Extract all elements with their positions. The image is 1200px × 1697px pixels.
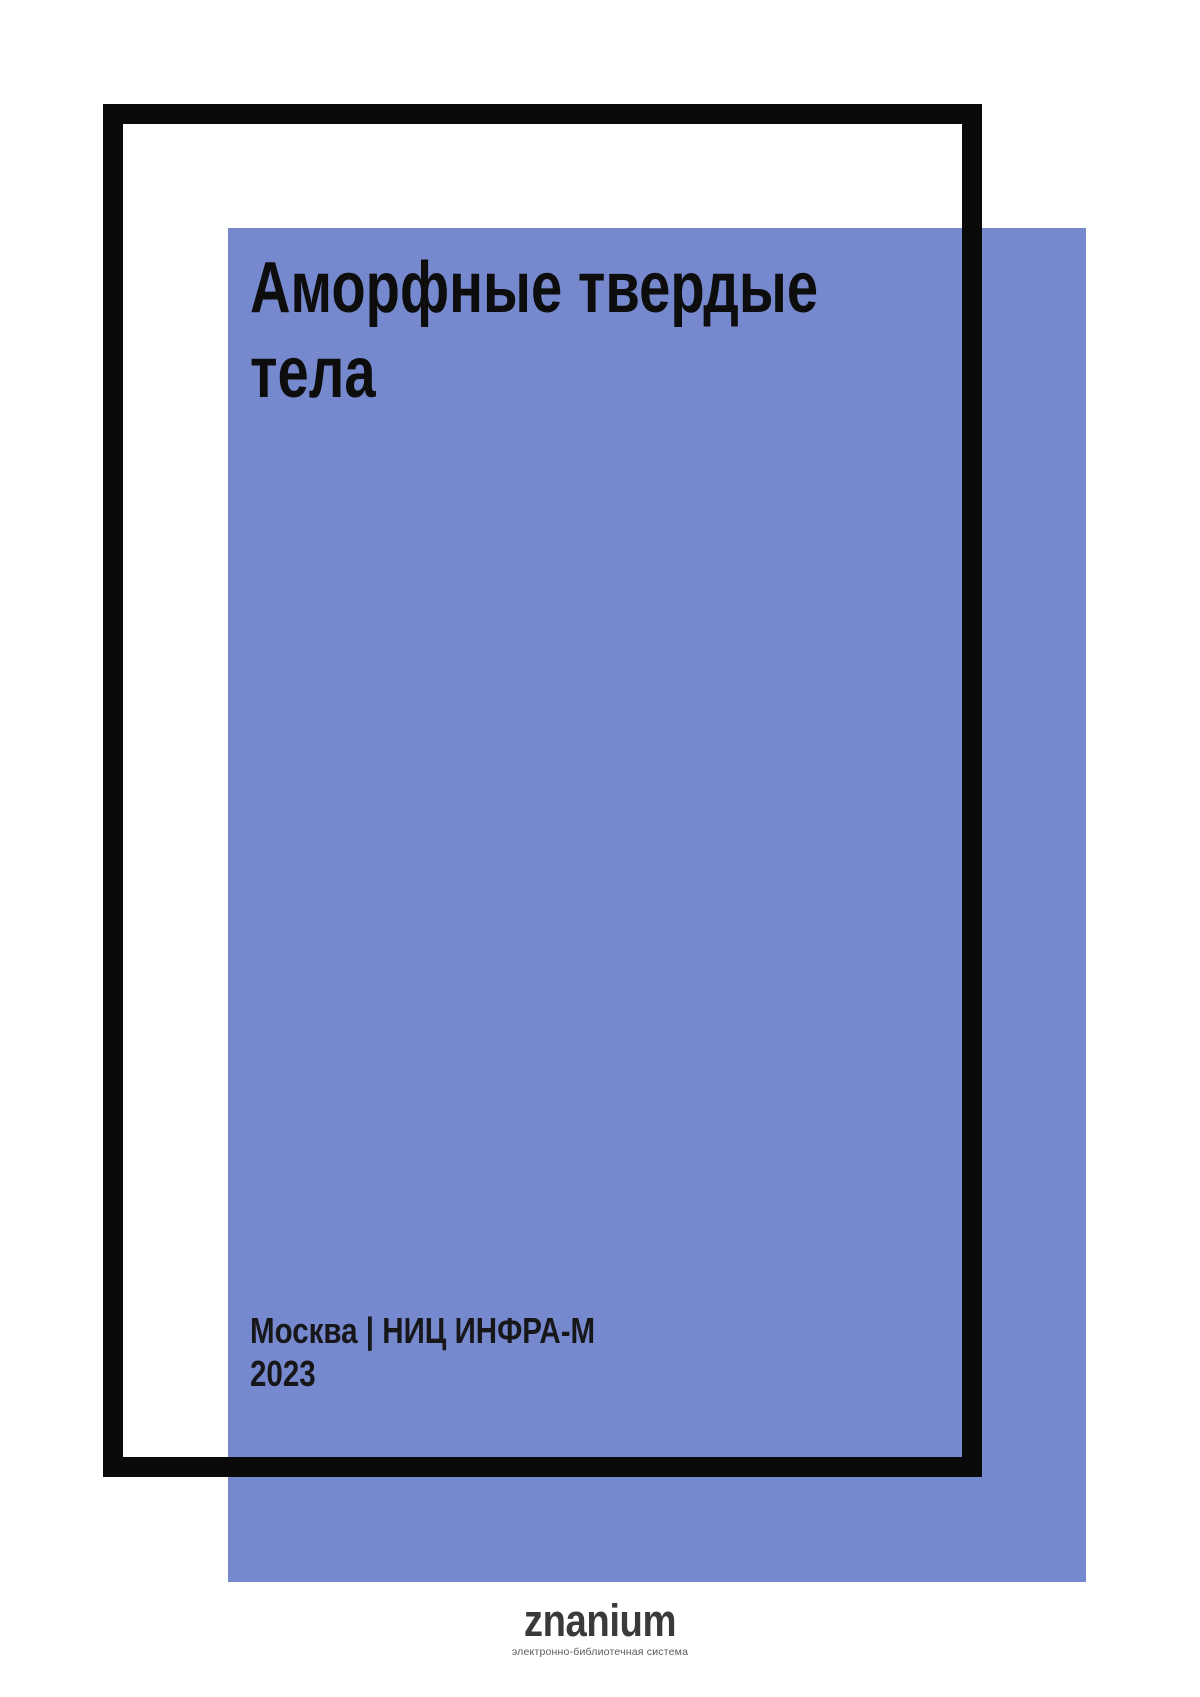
imprint-city-publisher: Москва | НИЦ ИНФРА-М [250,1310,596,1351]
znanium-wordmark: znanium [523,1595,677,1646]
imprint-block [250,1309,595,1395]
book-title-line-2: тела [250,333,376,413]
znanium-tagline: электронно-библиотечная система [511,1646,689,1658]
book-title [250,246,818,416]
znanium-logo [0,1595,1200,1658]
imprint-year: 2023 [250,1353,316,1394]
book-title-line-1: Аморфные твердые [250,248,819,328]
